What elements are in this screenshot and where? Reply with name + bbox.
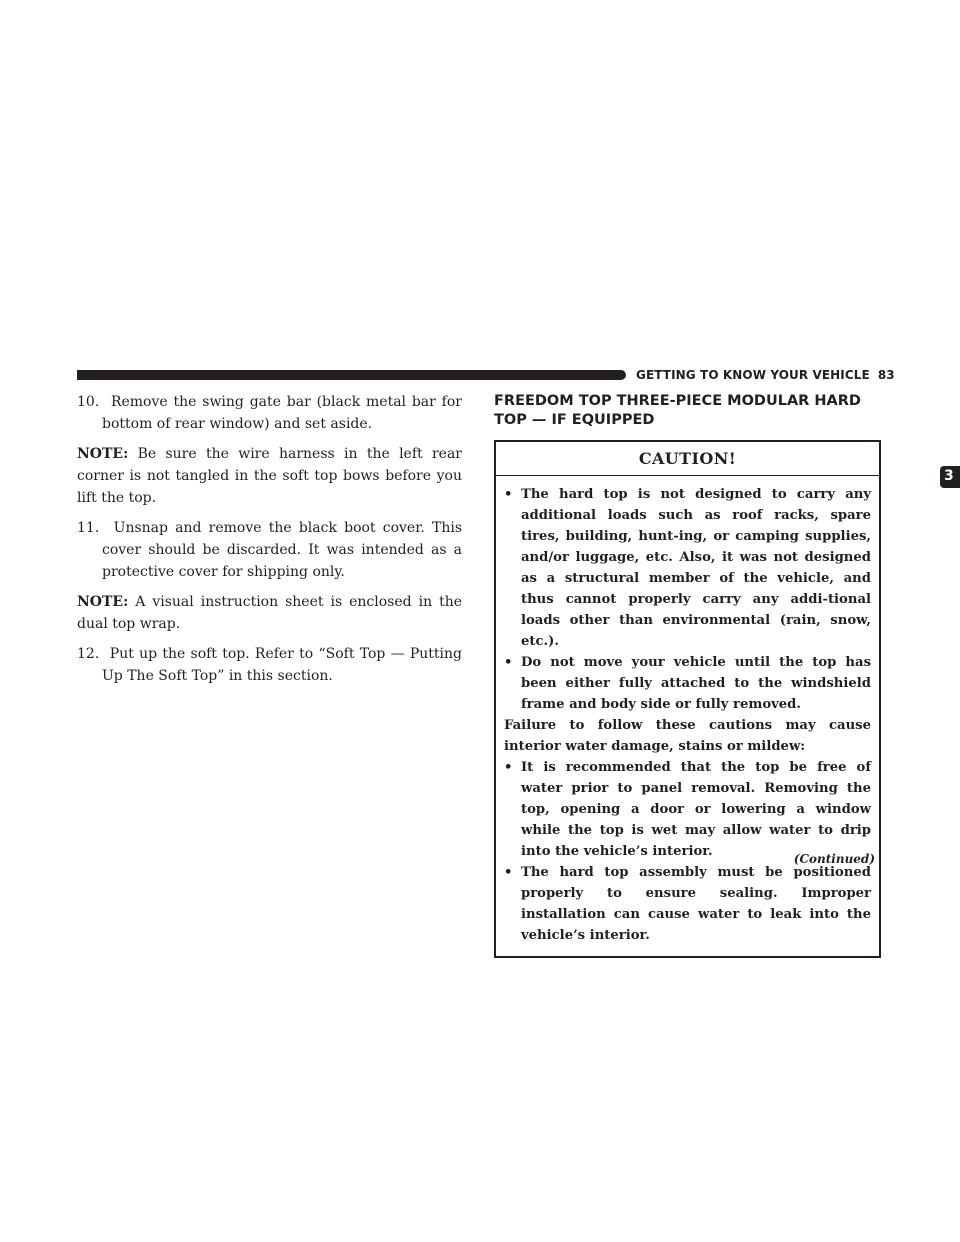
caution-paragraph: Failure to follow these cautions may cause interior water damage, stains or mildew: [504,718,871,754]
step-12 [77,643,462,687]
bullet-text: Do not move your vehicle until the top has been either fully attached to the windshield frame and body side or fully removed. [521,655,871,712]
step-10 [77,391,462,435]
bullet-icon: • [504,655,513,670]
chapter-title: GETTING TO KNOW YOUR VEHICLE [636,368,870,382]
header-rule [77,370,626,380]
note-label: NOTE: [77,594,129,610]
bullet-icon: • [504,487,513,502]
bullet-text: It is recommended that the top be free of water prior to panel removal. Removing the top, opening a door or lowering a window while the top is wet may allow water to drip into the vehicle’s interior. [521,760,871,859]
running-header [636,368,895,382]
left-column [77,391,462,695]
caution-box [494,440,881,958]
note-text: Be sure the wire harness in the left rear corner is not tangled in the soft top bows before you lift the top. [77,446,462,506]
bullet-icon: • [504,865,513,880]
caution-bullet [504,484,871,652]
step-11 [77,517,462,583]
chapter-tab [940,466,960,488]
bullet-text: The hard top is not designed to carry any additional loads such as roof racks, spare tires, building, hunt-ing, or camping supplies, and/or luggage, etc. Also, it was not designed as a structural member of the vehicle, and thus cannot properly carry any addi-tional loads other than environmental (rain, snow, etc.). [521,487,871,649]
step-text: Put up the soft top. Refer to “Soft Top — Putting Up The Soft Top” in this section. [102,646,462,684]
caution-bullet [504,862,871,946]
step-text: Remove the swing gate bar (black metal bar for bottom of rear window) and set aside. [102,394,462,432]
note-instruction-sheet [77,591,462,635]
caution-bullet [504,757,871,862]
caution-bullet [504,652,871,715]
note-label: NOTE: [77,446,129,462]
caution-title: CAUTION! [496,442,879,476]
continued-label: (Continued) [793,852,875,866]
page-number: 83 [877,368,895,382]
chapter-tab-number: 3 [944,468,954,484]
step-number: 11. [77,520,100,536]
bullet-text: The hard top assembly must be positioned properly to ensure sealing. Improper installation can cause water to leak into the vehicle’s interior. [521,865,871,943]
bullet-icon: • [504,760,513,775]
step-number: 10. [77,394,100,410]
right-column [494,392,881,958]
step-number: 12. [77,646,100,662]
step-text: Unsnap and remove the black boot cover. This cover should be discarded. It was intended as a protective cover for shipping only. [102,520,463,580]
section-heading: FREEDOM TOP THREE-PIECE MODULAR HARD TOP — IF EQUIPPED [494,393,861,428]
note-wire-harness [77,443,462,509]
note-text: A visual instruction sheet is enclosed in the dual top wrap. [77,594,462,632]
